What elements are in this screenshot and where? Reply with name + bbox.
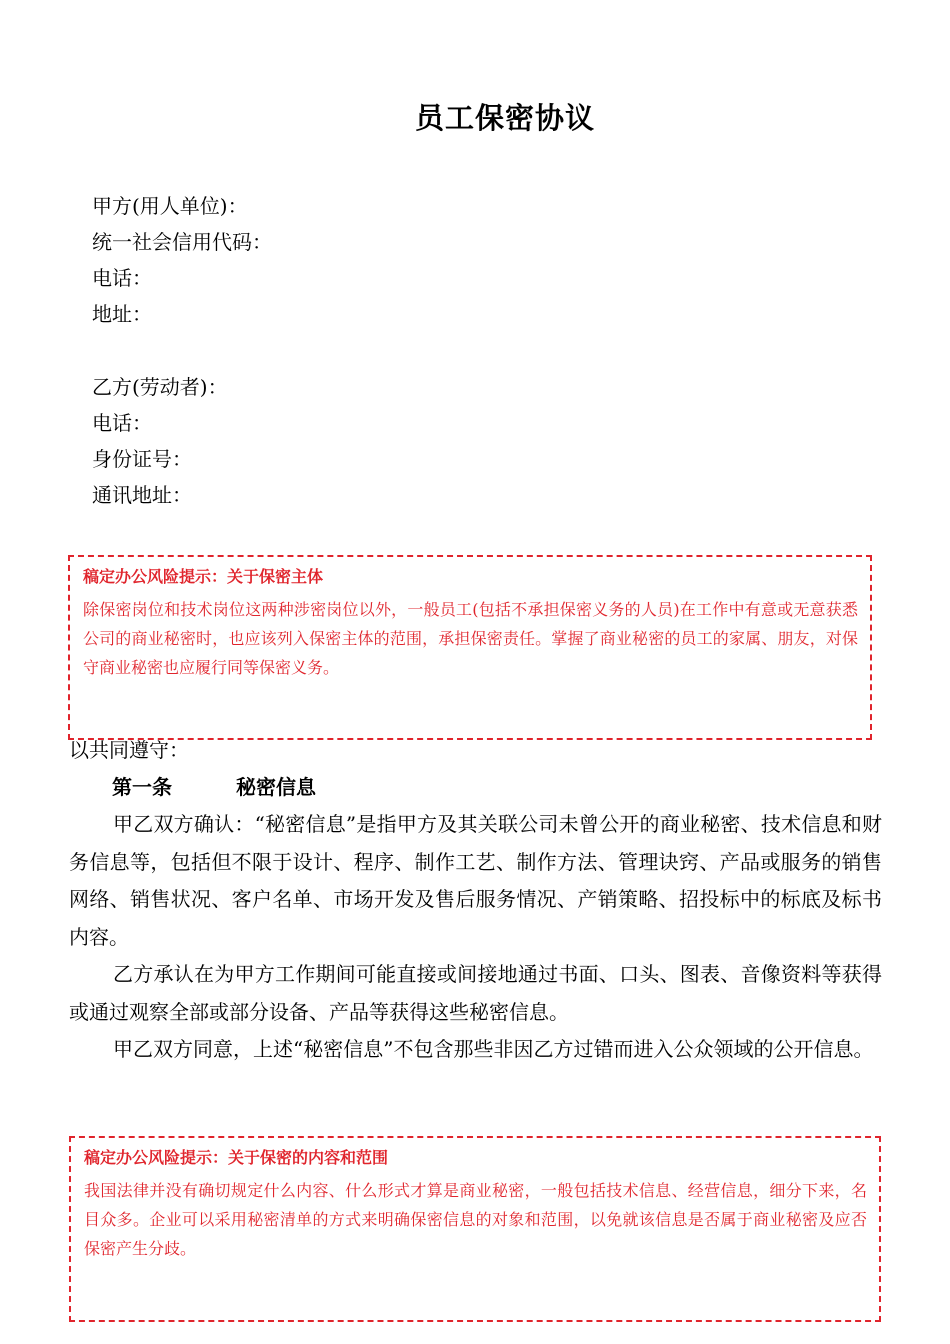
article-body: [69, 806, 882, 1069]
risk-tip-title: 稿定办公风险提示：关于保密主体: [83, 567, 324, 586]
party-a-address-label: 地址：: [92, 302, 152, 326]
party-a-phone-label: 电话：: [92, 266, 152, 290]
article-heading: [112, 773, 316, 801]
document-title: 员工保密协议: [414, 101, 595, 135]
article-number: 第一条: [112, 775, 172, 799]
risk-tip-title: 稿定办公风险提示：关于保密的内容和范围: [84, 1148, 389, 1167]
article-paragraph: 甲乙双方确认：“秘密信息”是指甲方及其关联公司未曾公开的商业秘密、技术信息和财务信息等，包括但不限于设计、程序、制作工艺、制作方法、管理诀窍、产品或服务的销售网络、销售状况、客户名单、市场开发及售后服务情况、产销策略、招投标中的标底及标书内容。: [69, 812, 882, 949]
article-paragraph: 乙方承认在为甲方工作期间可能直接或间接地通过书面、口头、图表、音像资料等获得或通过观察全部或部分设备、产品等获得这些秘密信息。: [69, 962, 882, 1024]
party-a-credit-code-label: 统一社会信用代码：: [92, 230, 272, 254]
party-a-label: 甲方(用人单位)：: [92, 194, 248, 218]
risk-tip-body: 我国法律并没有确切规定什么内容、什么形式才算是商业秘密，一般包括技术信息、经营信息，细分下来，名目众多。企业可以采用秘密清单的方式来明确保密信息的对象和范围，以免就该信息是否属于商业秘密及应否保密产生分歧。: [84, 1181, 867, 1258]
article-paragraph: 甲乙双方同意，上述“秘密信息”不包含那些非因乙方过错而进入公众领域的公开信息。: [113, 1037, 874, 1061]
risk-tip-box-scope: [69, 1136, 881, 1322]
party-b-label: 乙方(劳动者)：: [92, 375, 228, 399]
party-b-id-label: 身份证号：: [92, 447, 192, 471]
risk-tip-box-subject: [68, 555, 872, 740]
party-b-mailing-address-label: 通讯地址：: [92, 483, 192, 507]
follow-text: 以共同遵守：: [69, 738, 189, 762]
party-b-phone-label: 电话：: [92, 411, 152, 435]
risk-tip-body: 除保密岗位和技术岗位这两种涉密岗位以外，一般员工(包括不承担保密义务的人员)在工作中有意或无意获悉公司的商业秘密时，也应该列入保密主体的范围，承担保密责任。掌握了商业秘密的员工的家属、朋友，对保守商业秘密也应履行同等保密义务。: [83, 600, 858, 677]
article-title: 秘密信息: [236, 775, 316, 799]
